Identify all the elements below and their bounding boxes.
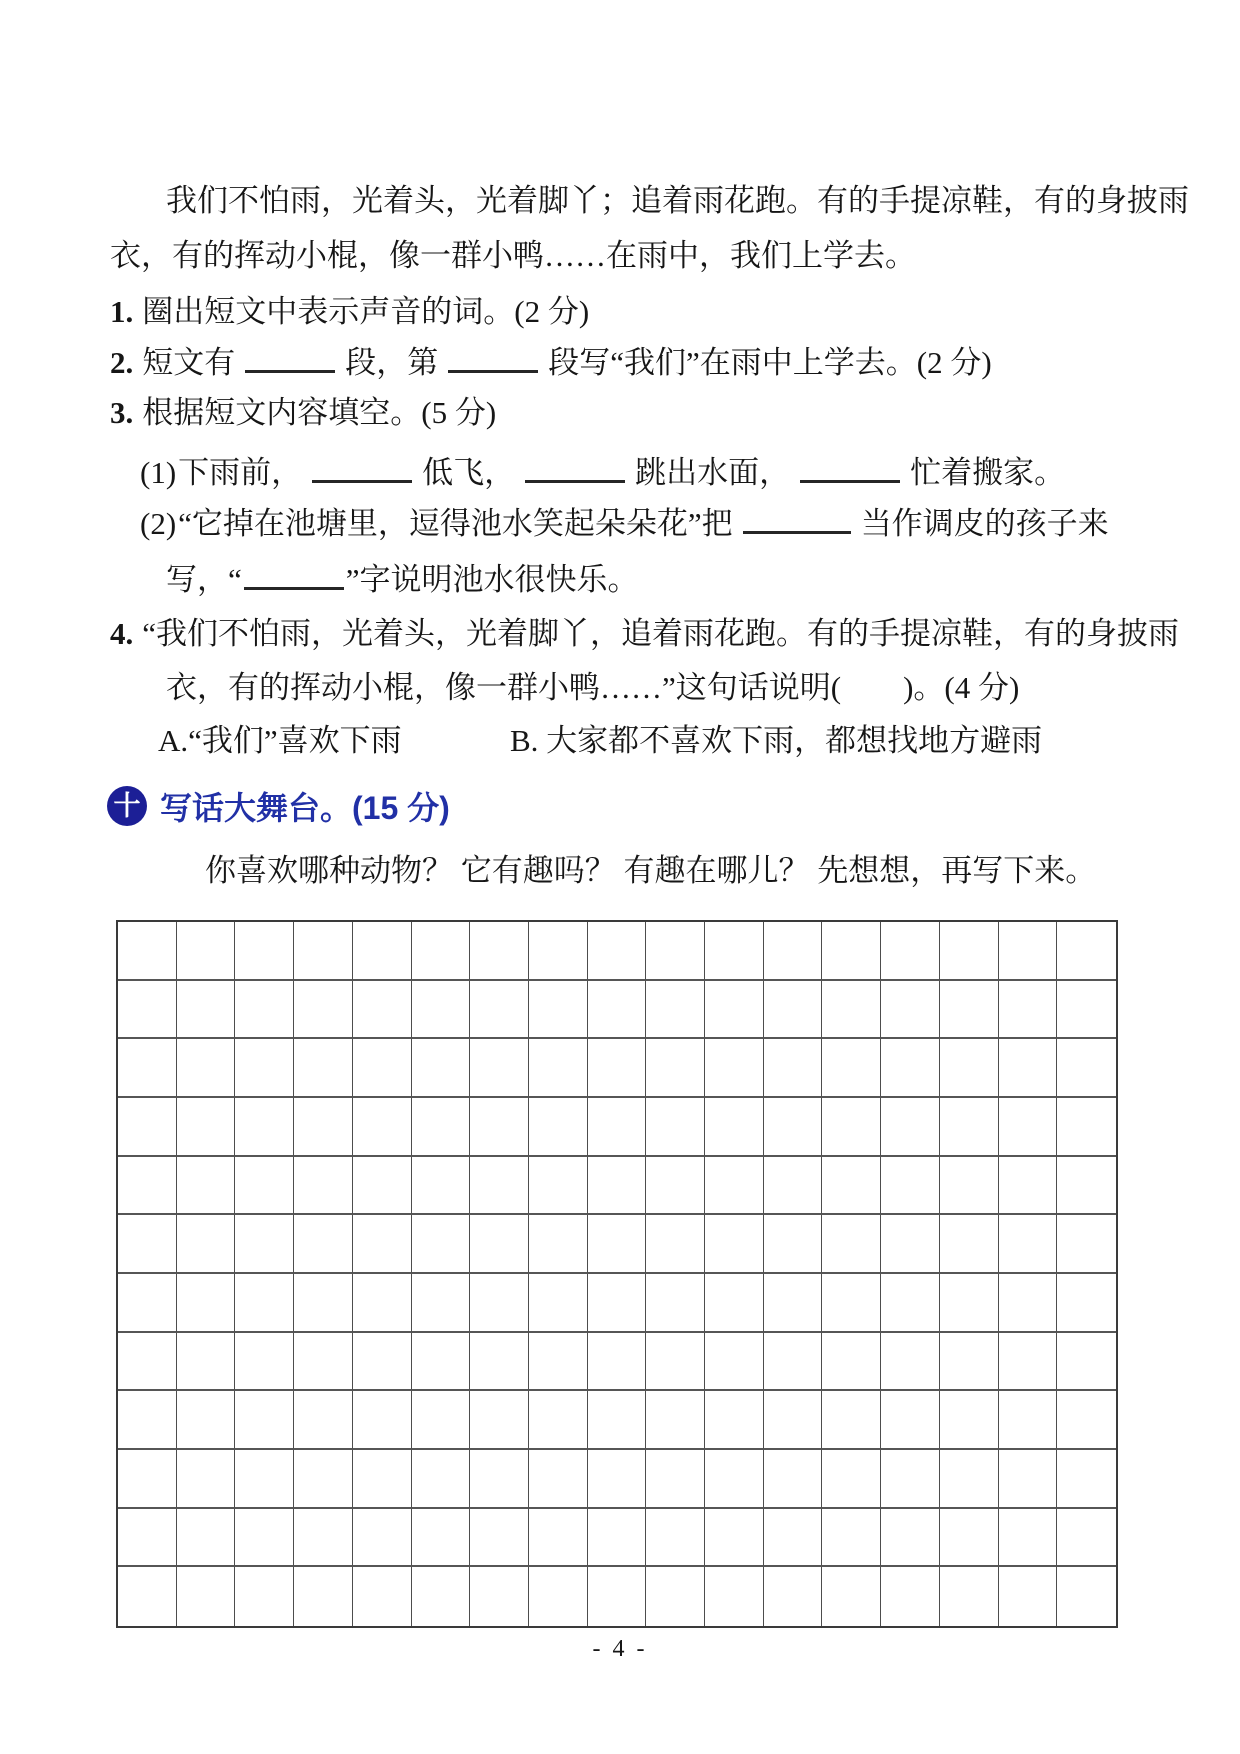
grid-cell[interactable] xyxy=(118,1039,177,1098)
grid-cell[interactable] xyxy=(764,1567,823,1626)
grid-cell[interactable] xyxy=(764,1391,823,1450)
grid-cell[interactable] xyxy=(646,1567,705,1626)
question-text: 圈出短文中表示声音的词。(2 分) xyxy=(142,294,590,329)
grid-cell[interactable] xyxy=(705,1157,764,1216)
answer-blank[interactable] xyxy=(743,499,851,534)
grid-cell[interactable] xyxy=(705,1450,764,1509)
grid-cell[interactable] xyxy=(705,922,764,981)
grid-cell[interactable] xyxy=(235,1215,294,1274)
grid-cell[interactable] xyxy=(705,1567,764,1626)
grid-cell[interactable] xyxy=(999,981,1058,1040)
page-number: - 4 - xyxy=(592,1636,648,1662)
grid-cell[interactable] xyxy=(1057,1039,1116,1098)
grid-cell[interactable] xyxy=(235,1039,294,1098)
grid-cell[interactable] xyxy=(177,1215,236,1274)
grid-cell[interactable] xyxy=(940,981,999,1040)
grid-cell[interactable] xyxy=(529,1391,588,1450)
grid-cell[interactable] xyxy=(999,1039,1058,1098)
grid-cell[interactable] xyxy=(177,1157,236,1216)
answer-blank[interactable] xyxy=(245,338,335,373)
grid-cell[interactable] xyxy=(470,1509,529,1568)
grid-cell[interactable] xyxy=(940,1509,999,1568)
grid-cell[interactable] xyxy=(529,981,588,1040)
grid-cell[interactable] xyxy=(177,1039,236,1098)
grid-cell[interactable] xyxy=(1057,1391,1116,1450)
grid-cell[interactable] xyxy=(764,981,823,1040)
grid-cell[interactable] xyxy=(1057,922,1116,981)
passage-line-1 xyxy=(110,178,1189,224)
grid-cell[interactable] xyxy=(705,981,764,1040)
grid-cell[interactable] xyxy=(412,1333,471,1392)
grid-cell[interactable] xyxy=(529,1509,588,1568)
grid-cell[interactable] xyxy=(177,981,236,1040)
grid-cell[interactable] xyxy=(118,1098,177,1157)
grid-cell[interactable] xyxy=(470,1567,529,1626)
grid-cell[interactable] xyxy=(412,1215,471,1274)
question-text: 段写“我们”在雨中上学去。(2 分) xyxy=(548,345,992,380)
grid-cell[interactable] xyxy=(353,1098,412,1157)
question-text: 忙着搬家。 xyxy=(910,455,1066,490)
section-title: 写话大舞台。(15 分) xyxy=(160,790,450,826)
question-number: 1. xyxy=(110,294,134,329)
grid-cell[interactable] xyxy=(881,1391,940,1450)
grid-cell[interactable] xyxy=(353,1450,412,1509)
grid-cell[interactable] xyxy=(822,922,881,981)
grid-cell[interactable] xyxy=(588,1567,647,1626)
grid-cell[interactable] xyxy=(881,1039,940,1098)
question-2 xyxy=(110,338,1144,384)
grid-cell[interactable] xyxy=(999,1274,1058,1333)
grid-cell[interactable] xyxy=(412,922,471,981)
grid-cell[interactable] xyxy=(999,1333,1058,1392)
grid-cell[interactable] xyxy=(822,1098,881,1157)
grid-cell[interactable] xyxy=(412,1039,471,1098)
grid-cell[interactable] xyxy=(353,1333,412,1392)
grid-cell[interactable] xyxy=(646,1450,705,1509)
option-b[interactable]: B. 大家都不喜欢下雨，都想找地方避雨 xyxy=(510,723,1043,758)
grid-cell[interactable] xyxy=(999,1215,1058,1274)
grid-cell[interactable] xyxy=(529,1039,588,1098)
grid-cell[interactable] xyxy=(118,1157,177,1216)
grid-cell[interactable] xyxy=(470,1333,529,1392)
grid-cell[interactable] xyxy=(881,1157,940,1216)
grid-cell[interactable] xyxy=(822,1274,881,1333)
grid-cell[interactable] xyxy=(940,1274,999,1333)
grid-cell[interactable] xyxy=(412,1157,471,1216)
grid-cell[interactable] xyxy=(822,1391,881,1450)
grid-cell[interactable] xyxy=(940,1157,999,1216)
grid-cell[interactable] xyxy=(353,1157,412,1216)
grid-cell[interactable] xyxy=(235,1509,294,1568)
answer-blank[interactable] xyxy=(525,448,625,483)
grid-cell[interactable] xyxy=(529,1157,588,1216)
grid-cell[interactable] xyxy=(705,1274,764,1333)
grid-cell[interactable] xyxy=(764,1098,823,1157)
grid-cell[interactable] xyxy=(881,1333,940,1392)
grid-cell[interactable] xyxy=(764,1450,823,1509)
grid-cell[interactable] xyxy=(470,981,529,1040)
grid-cell[interactable] xyxy=(764,1157,823,1216)
grid-cell[interactable] xyxy=(1057,1274,1116,1333)
question-4-line-2 xyxy=(110,665,1144,711)
grid-cell[interactable] xyxy=(235,1333,294,1392)
grid-cell[interactable] xyxy=(118,922,177,981)
grid-cell[interactable] xyxy=(822,1333,881,1392)
grid-cell[interactable] xyxy=(470,1274,529,1333)
grid-cell[interactable] xyxy=(177,1098,236,1157)
grid-cell[interactable] xyxy=(764,1039,823,1098)
grid-cell[interactable] xyxy=(588,1333,647,1392)
grid-cell[interactable] xyxy=(588,1157,647,1216)
grid-cell[interactable] xyxy=(764,1274,823,1333)
grid-cell[interactable] xyxy=(646,1274,705,1333)
grid-cell[interactable] xyxy=(1057,1157,1116,1216)
question-3-sub-2-continuation xyxy=(110,555,1144,601)
answer-blank[interactable] xyxy=(448,338,538,373)
question-4-options xyxy=(110,718,1144,764)
grid-cell[interactable] xyxy=(470,1391,529,1450)
grid-cell[interactable] xyxy=(1057,1215,1116,1274)
writing-grid xyxy=(116,920,1118,1628)
grid-cell[interactable] xyxy=(1057,1509,1116,1568)
grid-cell[interactable] xyxy=(588,1450,647,1509)
grid-cell[interactable] xyxy=(529,1567,588,1626)
question-4-line-1 xyxy=(110,611,1180,657)
grid-cell[interactable] xyxy=(588,1391,647,1450)
grid-cell[interactable] xyxy=(353,1509,412,1568)
grid-cell[interactable] xyxy=(705,1215,764,1274)
grid-cell[interactable] xyxy=(999,1098,1058,1157)
grid-cell[interactable] xyxy=(529,1450,588,1509)
grid-cell[interactable] xyxy=(1057,1098,1116,1157)
grid-cell[interactable] xyxy=(529,1333,588,1392)
answer-blank[interactable] xyxy=(244,555,344,590)
grid-cell[interactable] xyxy=(646,1333,705,1392)
grid-cell[interactable] xyxy=(646,1157,705,1216)
grid-cell[interactable] xyxy=(588,922,647,981)
grid-cell[interactable] xyxy=(940,1567,999,1626)
grid-cell[interactable] xyxy=(1057,981,1116,1040)
grid-cell[interactable] xyxy=(764,1509,823,1568)
grid-cell[interactable] xyxy=(646,1509,705,1568)
answer-blank[interactable] xyxy=(800,448,900,483)
grid-cell[interactable] xyxy=(353,1391,412,1450)
grid-cell[interactable] xyxy=(353,922,412,981)
grid-cell[interactable] xyxy=(235,1567,294,1626)
grid-cell[interactable] xyxy=(881,922,940,981)
grid-cell[interactable] xyxy=(999,1157,1058,1216)
grid-cell[interactable] xyxy=(881,1509,940,1568)
question-text: 短文有 xyxy=(142,345,236,380)
grid-cell[interactable] xyxy=(1057,1567,1116,1626)
grid-cell[interactable] xyxy=(294,1450,353,1509)
writing-prompt xyxy=(110,848,1144,894)
grid-cell[interactable] xyxy=(294,1567,353,1626)
question-text: 衣，有的挥动小棍，像一群小鸭……”这句话说明( )。(4 分) xyxy=(166,670,1020,705)
question-3-sub-1 xyxy=(110,448,1144,494)
grid-cell[interactable] xyxy=(353,1215,412,1274)
grid-cell[interactable] xyxy=(118,1391,177,1450)
grid-cell[interactable] xyxy=(353,1274,412,1333)
grid-cell[interactable] xyxy=(353,1039,412,1098)
grid-cell[interactable] xyxy=(881,1215,940,1274)
grid-cell[interactable] xyxy=(588,1098,647,1157)
question-text: “我们不怕雨，光着头，光着脚丫，追着雨花跑。有的手提凉鞋，有的身披雨 xyxy=(142,616,1180,651)
grid-cell[interactable] xyxy=(294,922,353,981)
grid-cell[interactable] xyxy=(235,1098,294,1157)
grid-cell[interactable] xyxy=(588,1509,647,1568)
grid-cell[interactable] xyxy=(1057,1333,1116,1392)
grid-cell[interactable] xyxy=(294,1039,353,1098)
grid-cell[interactable] xyxy=(118,1450,177,1509)
grid-cell[interactable] xyxy=(705,1098,764,1157)
grid-cell[interactable] xyxy=(529,1098,588,1157)
answer-blank[interactable] xyxy=(312,448,412,483)
grid-cell[interactable] xyxy=(412,1274,471,1333)
grid-cell[interactable] xyxy=(470,1039,529,1098)
section-header xyxy=(107,782,450,830)
grid-cell[interactable] xyxy=(822,1215,881,1274)
grid-cell[interactable] xyxy=(529,1215,588,1274)
passage-text: 我们不怕雨，光着头，光着脚丫；追着雨花跑。有的手提凉鞋，有的身披雨 xyxy=(166,183,1189,218)
grid-cell[interactable] xyxy=(881,1274,940,1333)
grid-cell[interactable] xyxy=(118,1567,177,1626)
question-text: 段，第 xyxy=(345,345,439,380)
grid-cell[interactable] xyxy=(294,1098,353,1157)
sub-question-label: (1) xyxy=(140,455,177,490)
grid-cell[interactable] xyxy=(940,1098,999,1157)
grid-cell[interactable] xyxy=(118,981,177,1040)
grid-cell[interactable] xyxy=(118,1274,177,1333)
grid-cell[interactable] xyxy=(235,922,294,981)
grid-cell[interactable] xyxy=(646,981,705,1040)
question-text: 下雨前， xyxy=(178,455,303,490)
question-text: 当作调皮的孩子来 xyxy=(860,506,1109,541)
grid-cell[interactable] xyxy=(646,1098,705,1157)
grid-cell[interactable] xyxy=(940,1450,999,1509)
question-3 xyxy=(110,390,1144,436)
grid-cell[interactable] xyxy=(353,1567,412,1626)
grid-cell[interactable] xyxy=(470,1450,529,1509)
grid-cell[interactable] xyxy=(470,1215,529,1274)
grid-cell[interactable] xyxy=(822,1450,881,1509)
grid-cell[interactable] xyxy=(822,981,881,1040)
grid-cell[interactable] xyxy=(940,1215,999,1274)
grid-cell[interactable] xyxy=(294,981,353,1040)
grid-cell[interactable] xyxy=(999,1391,1058,1450)
sub-question-label: (2) xyxy=(140,506,177,541)
grid-cell[interactable] xyxy=(235,1157,294,1216)
grid-cell[interactable] xyxy=(881,1567,940,1626)
grid-cell[interactable] xyxy=(118,1509,177,1568)
grid-cell[interactable] xyxy=(177,922,236,981)
option-a[interactable]: A.“我们”喜欢下雨 xyxy=(158,723,402,758)
grid-cell[interactable] xyxy=(646,1039,705,1098)
grid-cell[interactable] xyxy=(588,1274,647,1333)
grid-cell[interactable] xyxy=(470,1157,529,1216)
grid-cell[interactable] xyxy=(940,1391,999,1450)
grid-cell[interactable] xyxy=(705,1333,764,1392)
grid-cell[interactable] xyxy=(822,1039,881,1098)
grid-cell[interactable] xyxy=(646,922,705,981)
grid-cell[interactable] xyxy=(822,1509,881,1568)
question-text: “它掉在池塘里，逗得池水笑起朵朵花”把 xyxy=(178,506,733,541)
grid-cell[interactable] xyxy=(235,1274,294,1333)
grid-cell[interactable] xyxy=(1057,1450,1116,1509)
grid-cell[interactable] xyxy=(177,1391,236,1450)
grid-cell[interactable] xyxy=(705,1509,764,1568)
grid-cell[interactable] xyxy=(999,922,1058,981)
grid-cell[interactable] xyxy=(881,1450,940,1509)
question-number: 3. xyxy=(110,395,134,430)
grid-cell[interactable] xyxy=(881,1098,940,1157)
grid-cell[interactable] xyxy=(118,1333,177,1392)
grid-cell[interactable] xyxy=(235,981,294,1040)
grid-cell[interactable] xyxy=(588,981,647,1040)
grid-cell[interactable] xyxy=(588,1215,647,1274)
grid-cell[interactable] xyxy=(412,1509,471,1568)
grid-cell[interactable] xyxy=(529,1274,588,1333)
prompt-text: 你喜欢哪种动物？ 它有趣吗？ 有趣在哪儿？ 先想想，再写下来。 xyxy=(205,853,1097,888)
grid-cell[interactable] xyxy=(999,1509,1058,1568)
grid-cell[interactable] xyxy=(177,1333,236,1392)
grid-cell[interactable] xyxy=(294,1215,353,1274)
grid-cell[interactable] xyxy=(177,1274,236,1333)
grid-cell[interactable] xyxy=(294,1333,353,1392)
section-number-badge-icon: 十 xyxy=(107,786,147,826)
grid-cell[interactable] xyxy=(118,1215,177,1274)
grid-cell[interactable] xyxy=(235,1391,294,1450)
grid-cell[interactable] xyxy=(646,1215,705,1274)
grid-cell[interactable] xyxy=(940,922,999,981)
question-3-sub-2 xyxy=(110,499,1144,545)
question-text: 写，“ xyxy=(166,562,242,597)
question-text: ”字说明池水很快乐。 xyxy=(345,562,639,597)
question-number: 2. xyxy=(110,345,134,380)
grid-cell[interactable] xyxy=(764,1215,823,1274)
grid-cell[interactable] xyxy=(764,922,823,981)
grid-cell[interactable] xyxy=(822,1157,881,1216)
grid-cell[interactable] xyxy=(940,1333,999,1392)
grid-cell[interactable] xyxy=(412,1567,471,1626)
passage-line-2 xyxy=(110,233,1144,279)
grid-cell[interactable] xyxy=(999,1450,1058,1509)
grid-cell[interactable] xyxy=(294,1157,353,1216)
grid-cell[interactable] xyxy=(294,1274,353,1333)
question-text: 低飞， xyxy=(422,455,516,490)
grid-cell[interactable] xyxy=(470,1098,529,1157)
grid-cell[interactable] xyxy=(822,1567,881,1626)
question-1 xyxy=(110,289,1144,335)
grid-cell[interactable] xyxy=(881,981,940,1040)
grid-cell[interactable] xyxy=(177,1509,236,1568)
grid-cell[interactable] xyxy=(705,1039,764,1098)
grid-cell[interactable] xyxy=(294,1391,353,1450)
question-text: 跳出水面， xyxy=(635,455,791,490)
question-number: 4. xyxy=(110,616,134,651)
grid-cell[interactable] xyxy=(646,1391,705,1450)
grid-cell[interactable] xyxy=(412,1391,471,1450)
grid-cell[interactable] xyxy=(353,981,412,1040)
grid-cell[interactable] xyxy=(470,922,529,981)
grid-cell[interactable] xyxy=(412,1450,471,1509)
grid-cell[interactable] xyxy=(764,1333,823,1392)
grid-cell[interactable] xyxy=(940,1039,999,1098)
question-text: 根据短文内容填空。(5 分) xyxy=(142,395,497,430)
grid-cell[interactable] xyxy=(705,1391,764,1450)
grid-cell[interactable] xyxy=(177,1567,236,1626)
grid-cell[interactable] xyxy=(529,922,588,981)
grid-cell[interactable] xyxy=(412,981,471,1040)
grid-cell[interactable] xyxy=(177,1450,236,1509)
grid-cell[interactable] xyxy=(412,1098,471,1157)
grid-cell[interactable] xyxy=(999,1567,1058,1626)
passage-text: 衣，有的挥动小棍，像一群小鸭……在雨中，我们上学去。 xyxy=(110,238,916,273)
grid-cell[interactable] xyxy=(294,1509,353,1568)
grid-cell[interactable] xyxy=(588,1039,647,1098)
grid-cell[interactable] xyxy=(235,1450,294,1509)
